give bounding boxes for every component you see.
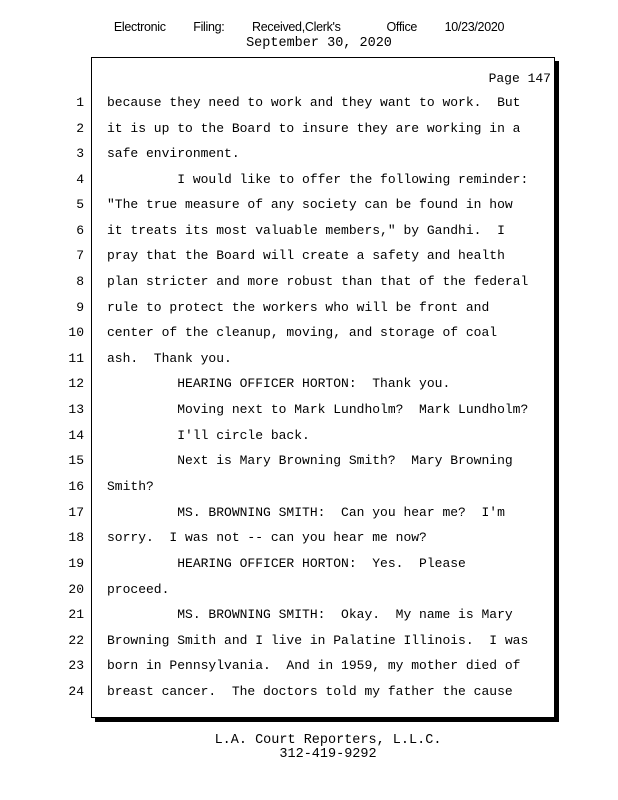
- line-number: 17: [68, 505, 84, 520]
- transcript-line: breast cancer. The doctors told my father the cause: [107, 684, 513, 699]
- page-number: Page 147: [488, 71, 551, 86]
- line-number: 15: [68, 453, 84, 468]
- transcript-line: Next is Mary Browning Smith? Mary Browning: [107, 453, 513, 468]
- transcript-line: I would like to offer the following reminder:: [107, 172, 529, 187]
- line-number: 1: [76, 95, 84, 110]
- transcript-date: September 30, 2020: [246, 36, 392, 51]
- transcript-line: Moving next to Mark Lundholm? Mark Lundholm?: [107, 402, 529, 417]
- line-number: 9: [76, 300, 84, 315]
- line-number: 16: [68, 479, 84, 494]
- line-number: 14: [68, 428, 84, 443]
- line-number: 7: [76, 248, 84, 263]
- filing-stamp: Electronic Filing: Received,Clerk's Office 10/23/2020: [113, 20, 505, 34]
- line-number: 5: [76, 197, 84, 212]
- transcript-line: center of the cleanup, moving, and storage of coal: [107, 325, 498, 340]
- line-number: 20: [68, 582, 84, 597]
- line-number: 10: [68, 325, 84, 340]
- line-number: 21: [68, 607, 84, 622]
- transcript-line: it treats its most valuable members," by Gandhi. I: [107, 223, 505, 238]
- line-number: 13: [68, 402, 84, 417]
- transcript-line: safe environment.: [107, 146, 240, 161]
- transcript-line: Smith?: [107, 479, 154, 494]
- transcript-line: proceed.: [107, 582, 170, 597]
- transcript-line: Browning Smith and I live in Palatine Illinois. I was: [107, 633, 529, 648]
- line-number: 19: [68, 556, 84, 571]
- line-number: 6: [76, 223, 84, 238]
- line-number: 3: [76, 146, 84, 161]
- transcript-line: it is up to the Board to insure they are working in a: [107, 121, 521, 136]
- transcript-line: pray that the Board will create a safety and health: [107, 248, 505, 263]
- transcript-line: born in Pennsylvania. And in 1959, my mother died of: [107, 658, 521, 673]
- transcript-line: I'll circle back.: [107, 428, 310, 443]
- reporter-company: L.A. Court Reporters, L.L.C.: [214, 733, 442, 748]
- transcript-line: MS. BROWNING SMITH: Can you hear me? I'm: [107, 505, 505, 520]
- line-number: 12: [68, 376, 84, 391]
- line-number: 4: [76, 172, 84, 187]
- transcript-line: HEARING OFFICER HORTON: Yes. Please: [107, 556, 466, 571]
- line-number: 11: [68, 351, 84, 366]
- transcript-line: rule to protect the workers who will be front and: [107, 300, 490, 315]
- transcript-line: sorry. I was not -- can you hear me now?: [107, 530, 427, 545]
- transcript-line: plan stricter and more robust than that of the federal: [107, 274, 529, 289]
- line-number: 23: [68, 658, 84, 673]
- transcript-line: "The true measure of any society can be found in how: [107, 197, 513, 212]
- line-number: 18: [68, 530, 84, 545]
- line-number: 2: [76, 121, 84, 136]
- transcript-line: MS. BROWNING SMITH: Okay. My name is Mary: [107, 607, 513, 622]
- line-number: 24: [68, 684, 84, 699]
- transcript-line: because they need to work and they want to work. But: [107, 95, 521, 110]
- transcript-line: ash. Thank you.: [107, 351, 232, 366]
- reporter-phone: 312-419-9292: [279, 747, 377, 762]
- line-number: 8: [76, 274, 84, 289]
- line-number: 22: [68, 633, 84, 648]
- transcript-line: HEARING OFFICER HORTON: Thank you.: [107, 376, 451, 391]
